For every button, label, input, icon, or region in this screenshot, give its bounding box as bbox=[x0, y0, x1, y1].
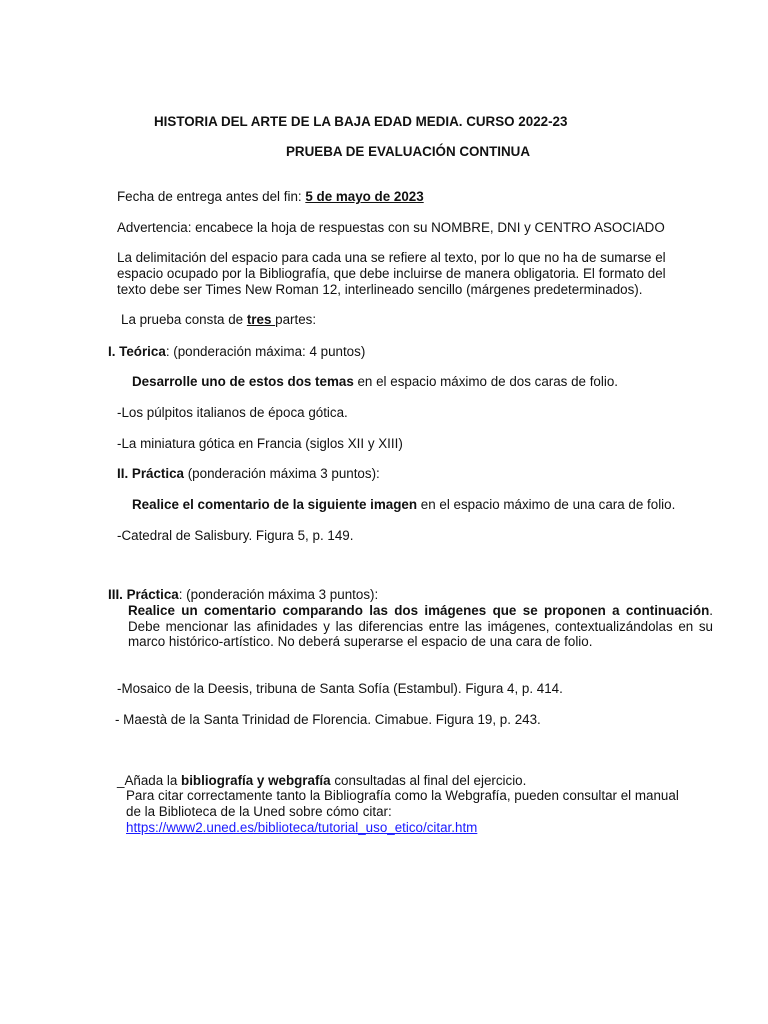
part2-item: -Catedral de Salisbury. Figura 5, p. 149. bbox=[117, 528, 354, 543]
part2-instruction-rest: en el espacio máximo de una cara de folio. bbox=[417, 497, 676, 512]
bibliography-prefix: _Añada la bbox=[117, 773, 182, 788]
part3-item-2: - Maestà de la Santa Trinidad de Florencia. Cimabue. Figura 19, p. 243. bbox=[115, 712, 541, 727]
bibliography-rest: consultadas al final del ejercicio. bbox=[330, 773, 527, 788]
space-note-line-2: espacio ocupado por la Bibliografía, que debe incluirse de manera obligatoria. El formato del bbox=[117, 266, 666, 281]
deadline-line bbox=[117, 189, 424, 205]
part1-instruction-bold: Desarrolle uno de estos dos temas bbox=[132, 374, 354, 389]
part3-instruction-bold: Realice un comentario comparando las dos imágenes que se proponen a continuación bbox=[128, 603, 710, 618]
bibliography-bold: bibliografía y webgrafía bbox=[181, 773, 331, 788]
space-note-line-1: La delimitación del espacio para cada una se refiere al texto, por lo que no ha de sumarse el bbox=[117, 250, 666, 265]
warning-text: Advertencia: encabece la hoja de respuestas con su NOMBRE, DNI y CENTRO ASOCIADO bbox=[117, 220, 665, 235]
part2-heading-line bbox=[117, 466, 380, 482]
bibliography-line-3: de la Biblioteca de la Uned sobre cómo citar: bbox=[126, 804, 392, 819]
part3-weight: : (ponderación máxima 3 puntos): bbox=[178, 587, 379, 602]
part1-instruction-rest: en el espacio máximo de dos caras de folio. bbox=[353, 374, 619, 389]
part1-weight: : (ponderación máxima: 4 puntos) bbox=[165, 344, 366, 359]
deadline-label: Fecha de entrega antes del fin: bbox=[117, 189, 306, 204]
parts-count: tres bbox=[246, 312, 276, 327]
part3-heading-line bbox=[108, 587, 378, 603]
citation-guide-link[interactable]: https://www2.uned.es/biblioteca/tutorial_uso_etico/citar.htm bbox=[126, 820, 478, 835]
space-note-line-3: texto debe ser Times New Roman 12, interlineado sencillo (márgenes predeterminados). bbox=[117, 282, 643, 297]
document-title: HISTORIA DEL ARTE DE LA BAJA EDAD MEDIA. CURSO 2022-23 bbox=[154, 114, 568, 129]
citation-link-line bbox=[126, 820, 477, 836]
part3-heading: III. Práctica bbox=[108, 587, 179, 602]
part1-instruction bbox=[132, 374, 618, 390]
parts-intro-before: La prueba consta de bbox=[121, 312, 247, 327]
bibliography-line-2: Para citar correctamente tanto la Bibliografía como la Webgrafía, pueden consultar el manual bbox=[126, 788, 679, 803]
parts-intro bbox=[121, 312, 316, 328]
part3-instruction bbox=[128, 603, 713, 650]
part3-instruction-rest: . Debe mencionar las afinidades y las diferencias entre las imágenes, contextualizándolas en su marco histórico-artístico. No deberá superarse el espacio de una cara de folio. bbox=[128, 603, 713, 650]
part1-topic-2: -La miniatura gótica en Francia (siglos XII y XIII) bbox=[117, 436, 403, 451]
part2-instruction-bold: Realice el comentario de la siguiente imagen bbox=[132, 497, 418, 512]
part3-item-1: -Mosaico de la Deesis, tribuna de Santa Sofía (Estambul). Figura 4, p. 414. bbox=[117, 681, 563, 696]
part2-instruction bbox=[132, 497, 675, 513]
part1-heading: I. Teórica bbox=[108, 344, 166, 359]
bibliography-line-1 bbox=[117, 773, 526, 789]
part1-topic-1: -Los púlpitos italianos de época gótica. bbox=[117, 405, 348, 420]
part2-weight: (ponderación máxima 3 puntos): bbox=[184, 466, 380, 481]
deadline-date: 5 de mayo de 2023 bbox=[305, 189, 424, 204]
document-subtitle: PRUEBA DE EVALUACIÓN CONTINUA bbox=[286, 144, 531, 159]
part2-heading: II. Práctica bbox=[117, 466, 184, 481]
parts-intro-after: partes: bbox=[275, 312, 317, 327]
part1-heading-line bbox=[108, 344, 365, 360]
